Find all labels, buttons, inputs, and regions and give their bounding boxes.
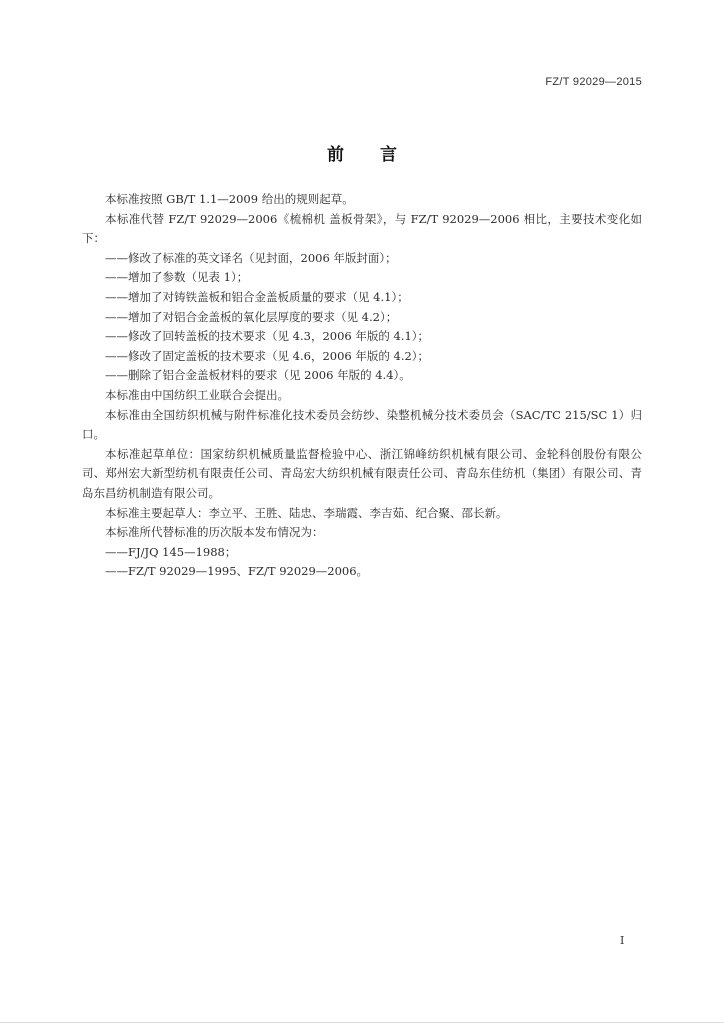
page-title: 前言 <box>327 145 433 165</box>
standard-code: FZ/T 92029—2015 <box>545 76 642 88</box>
history-item: ——FZ/T 92029—1995、FZ/T 92029—2006。 <box>105 564 369 579</box>
paragraph-drafting-rules: 本标准按照 GB/T 1.1—2009 给出的规则起草。 <box>105 192 354 206</box>
history-item: ——FJ/JQ 145—1988； <box>105 544 237 559</box>
change-item: ——修改了回转盖板的技术要求（见 4.3，2006 年版的 4.1）； <box>105 329 430 344</box>
change-item: ——修改了标准的英文译名（见封面，2006 年版封面）； <box>105 250 397 265</box>
paragraph-proposer: 本标准由中国纺织工业联合会提出。 <box>105 387 289 402</box>
page-number: I <box>620 934 625 947</box>
change-item: ——删除了铝合金盖板材料的要求（见 2006 年版的 4.4）。 <box>105 368 411 383</box>
paragraph-drafting-units: 本标准起草单位：国家纺织机械质量监督检验中心、浙江锦峰纺织机械有限公司、金轮科创股份有限公司、郑州宏大新型纺机有限责任公司、青岛宏大纺织机械有限责任公司、青岛东佳纺机（集团）有限公司、青岛东昌纺机制造有限公司。 <box>82 446 642 500</box>
paragraph-replacement: 本标准代替 FZ/T 92029—2006《梳棉机 盖板骨架》，与 FZ/T 92029—2006 相比，主要技术变化如下： <box>82 211 642 246</box>
paragraph-history-intro: 本标准所代替标准的历次版本发布情况为： <box>105 525 324 540</box>
paragraph-centralized-by: 本标准由全国纺织机械与附件标准化技术委员会纺纱、染整机械分技术委员会（SAC/TC 215/SC 1）归口。 <box>82 407 642 442</box>
page-bottom-divider <box>0 1022 724 1023</box>
change-item: ——增加了参数（见表 1）； <box>105 270 249 285</box>
change-item: ——增加了对铸铁盖板和铝合金盖板质量的要求（见 4.1）； <box>105 289 409 304</box>
foreword-body <box>82 190 642 582</box>
change-item: ——增加了对铝合金盖板的氧化层厚度的要求（见 4.2）； <box>105 309 398 324</box>
paragraph-drafters: 本标准主要起草人：李立平、王胜、陆忠、李瑞霞、李吉茹、纪合聚、邵长新。 <box>105 505 508 520</box>
change-item: ——修改了固定盖板的技术要求（见 4.6，2006 年版的 4.2）； <box>105 348 430 363</box>
